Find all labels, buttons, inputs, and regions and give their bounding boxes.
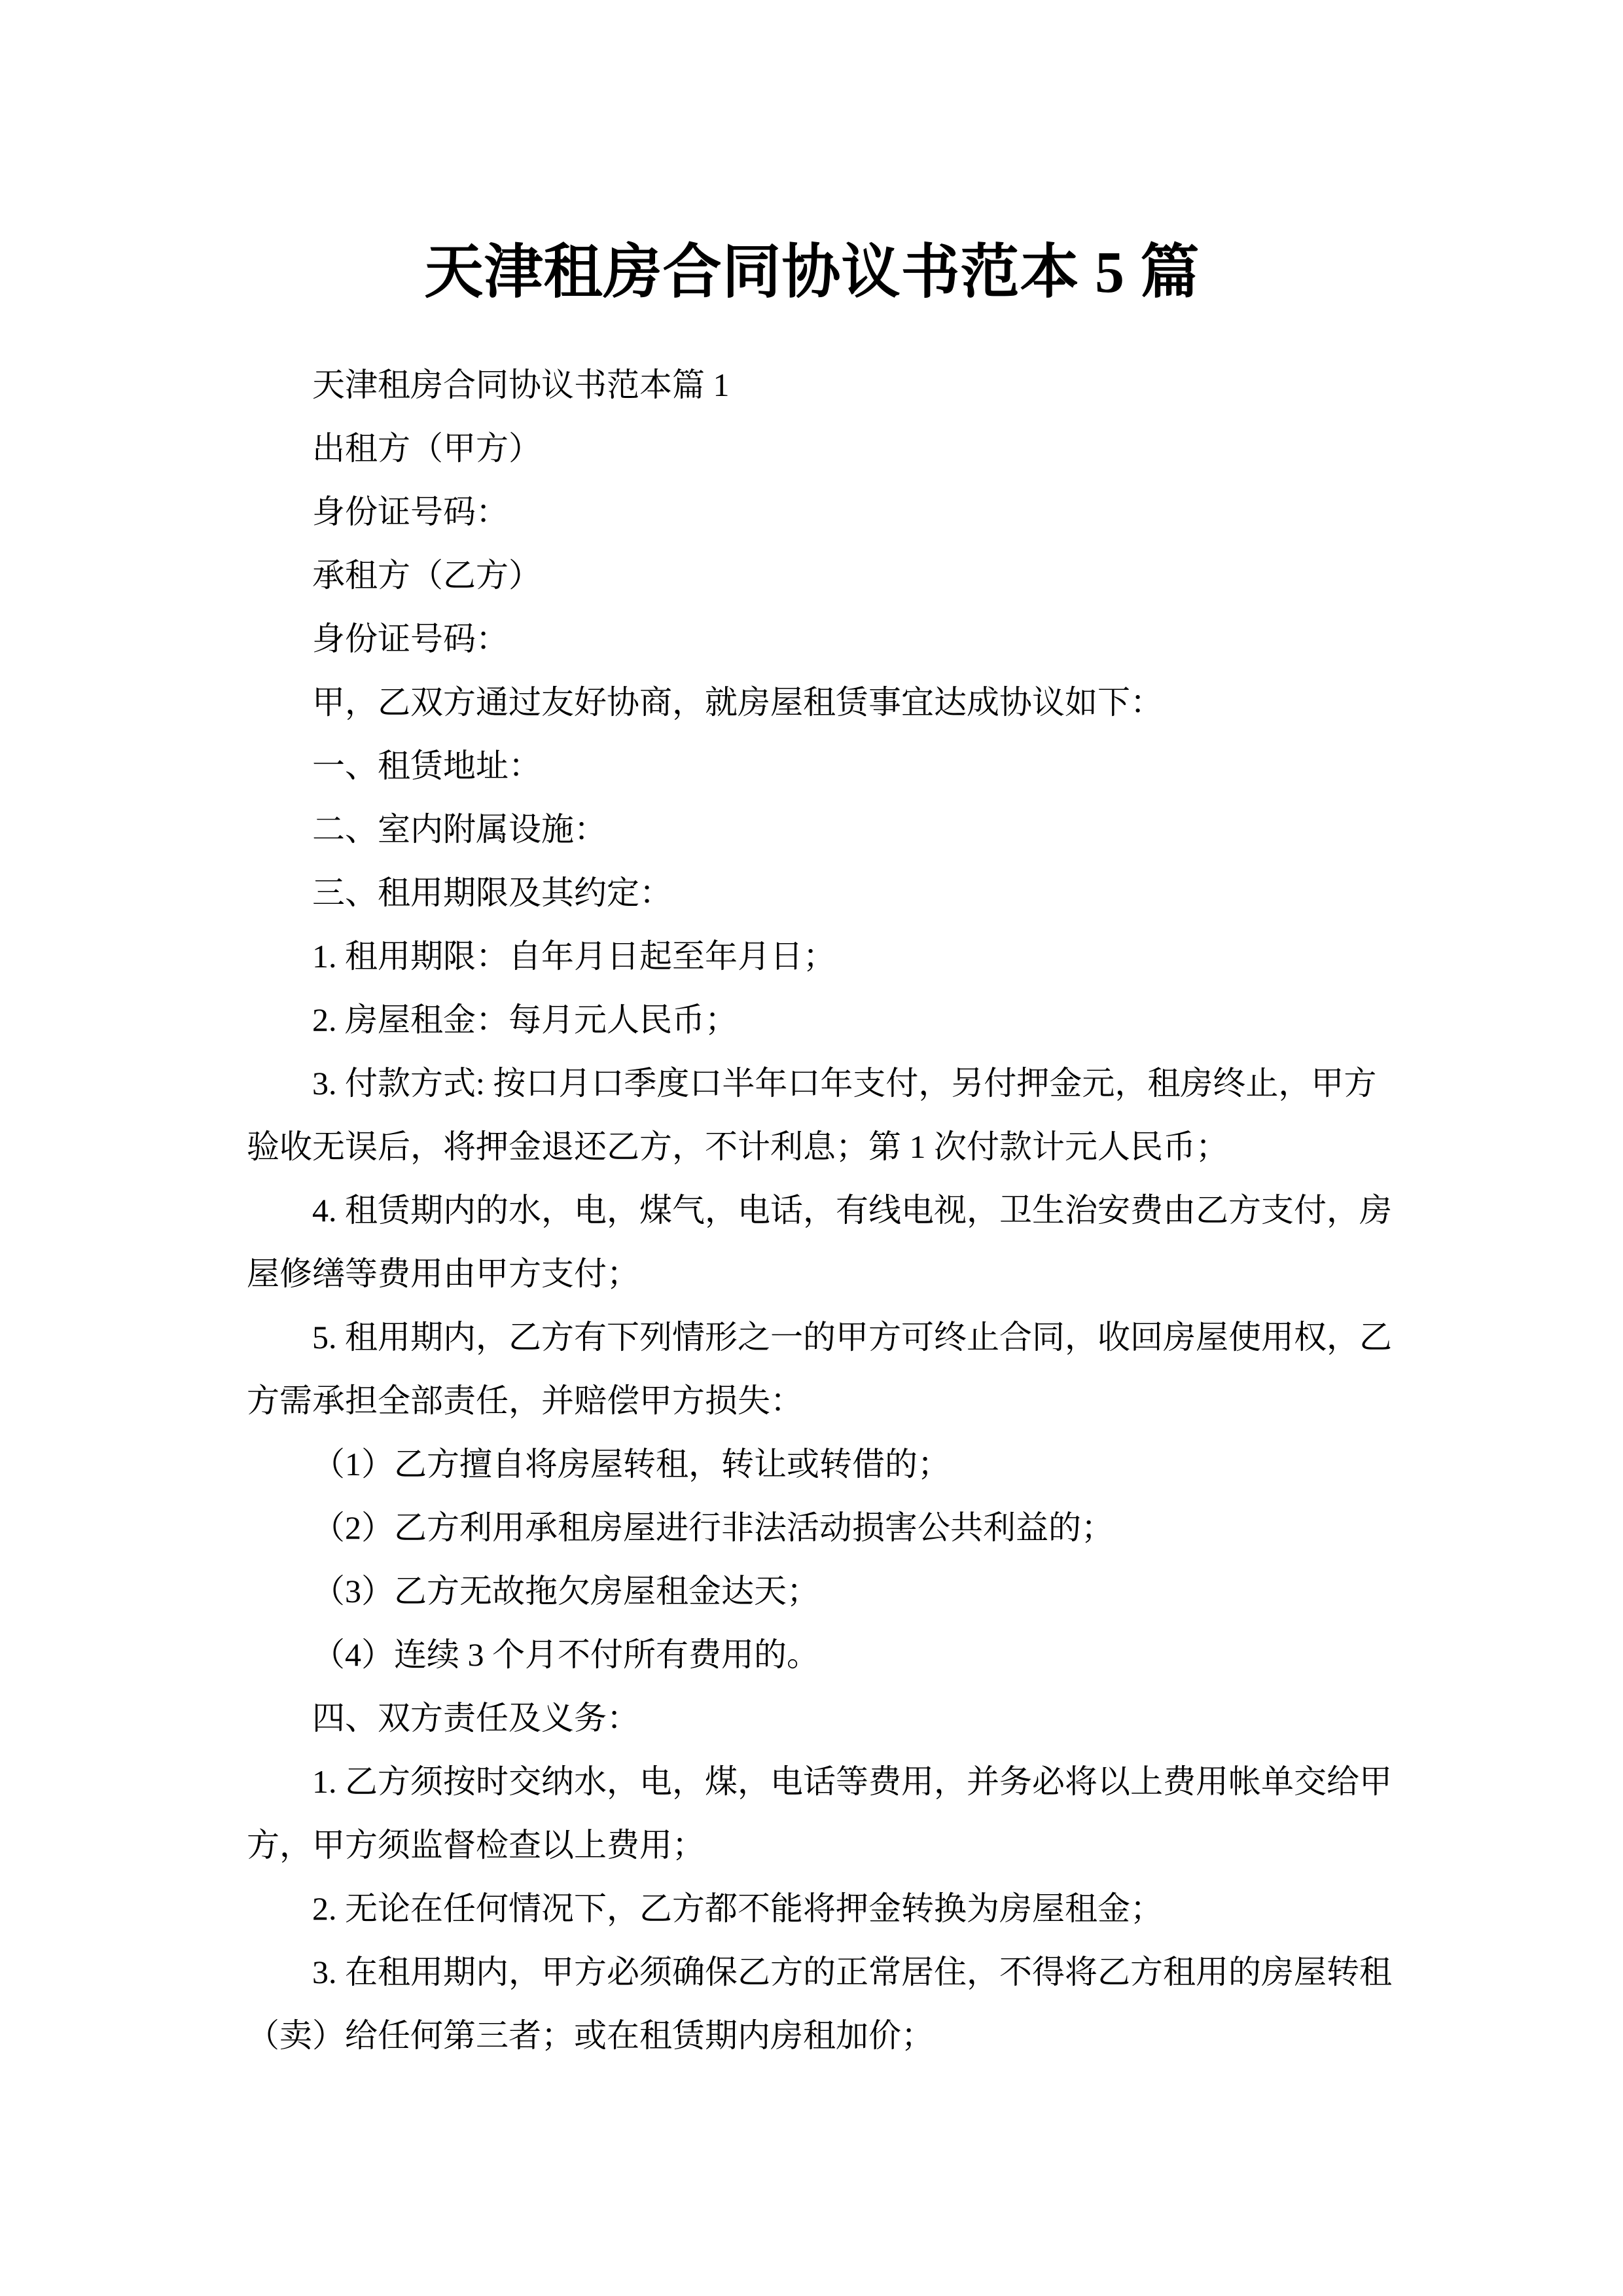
document-line: 1. 租用期限：自年月日起至年月日； — [312, 938, 836, 975]
document-line: 5. 租用期内，乙方有下列情形之一的甲方可终止合同，收回房屋使用权，乙 — [312, 1319, 1392, 1355]
document-line: 身份证号码： — [312, 493, 508, 530]
document-line: （4）连续 3 个月不付所有费用的。 — [312, 1636, 819, 1673]
document-line: 屋修缮等费用由甲方支付； — [247, 1255, 639, 1292]
document-line: 方，甲方须监督检查以上费用； — [247, 1827, 705, 1863]
document-line: 2. 无论在任何情况下，乙方都不能将押金转换为房屋租金； — [312, 1890, 1163, 1927]
document-line: （卖）给任何第三者；或在租赁期内房租加价； — [247, 2017, 934, 2054]
document-line: （1）乙方擅自将房屋转租，转让或转借的； — [312, 1446, 950, 1482]
document-line: 4. 租赁期内的水，电，煤气，电话，有线电视，卫生治安费由乙方支付，房 — [312, 1192, 1392, 1229]
document-line: 2. 房屋租金：每月元人民币； — [312, 1001, 738, 1038]
document-line: 验收无误后，将押金退还乙方，不计利息；第 1 次付款计元人民币； — [247, 1128, 1228, 1165]
document-line: 承租方（乙方） — [312, 557, 541, 594]
document-line: （2）乙方利用承租房屋进行非法活动损害公共利益的； — [312, 1509, 1114, 1546]
document-line: 四、双方责任及义务： — [312, 1700, 639, 1736]
document-line: 方需承担全部责任，并赔偿甲方损失： — [247, 1382, 803, 1419]
document-body — [247, 353, 1418, 2068]
document-line: 三、租用期限及其约定： — [312, 874, 672, 911]
document-line: 一、租赁地址： — [312, 747, 541, 784]
document-line: 1. 乙方须按时交纳水，电，煤，电话等费用，并务必将以上费用帐单交给甲 — [312, 1763, 1392, 1800]
document-line: 3. 付款方式: 按口月口季度口半年口年支付，另付押金元，租房终止，甲方 — [312, 1065, 1377, 1102]
document-line: 3. 在租用期内，甲方必须确保乙方的正常居住，不得将乙方租用的房屋转租 — [312, 1954, 1392, 1990]
document-line: 出租方（甲方） — [312, 430, 541, 467]
document-line: 二、室内附属设施： — [312, 811, 607, 848]
document-title: 天津租房合同协议书范本 5 篇 — [424, 240, 1200, 306]
document-line: （3）乙方无故拖欠房屋租金达天； — [312, 1573, 819, 1609]
document-line: 天津租房合同协议书范本篇 1 — [312, 367, 730, 403]
document-line: 身份证号码： — [312, 620, 508, 657]
document-line: 甲，乙双方通过友好协商，就房屋租赁事宜达成协议如下： — [312, 684, 1163, 721]
